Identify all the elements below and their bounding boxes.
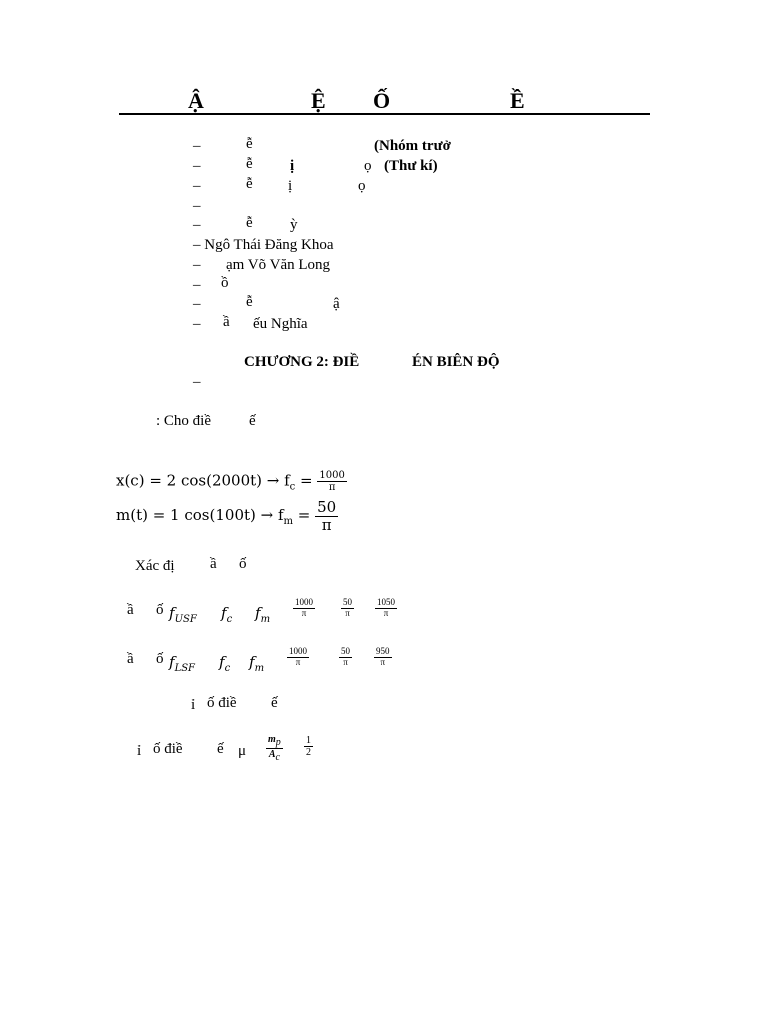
- fraction-numerator: 50: [343, 597, 352, 607]
- fraction-denominator: π: [328, 482, 336, 493]
- carrier-frequency-fraction: [317, 470, 346, 493]
- member-dash: –: [193, 198, 201, 214]
- member-name: ạm Võ Văn Long: [226, 257, 331, 273]
- f-symbol: f: [219, 653, 225, 671]
- fc-subscript: c: [226, 614, 233, 625]
- member-fragment: ỳ: [290, 217, 298, 233]
- member-fragment: ị: [288, 178, 293, 194]
- message-equation-lhs: m(t) = 1 cos(100t) → f: [116, 506, 284, 524]
- fraction-denominator: π: [383, 607, 389, 618]
- f-symbol: f: [169, 604, 175, 622]
- fraction-numerator: 1000: [319, 470, 345, 481]
- member-fragment: ễ: [246, 215, 253, 231]
- member-fragment: ậ: [333, 296, 340, 312]
- title-fragment-3: Ố: [373, 88, 391, 113]
- lsf-fraction-carrier: [287, 647, 309, 668]
- section-dash: –: [193, 374, 201, 390]
- fraction-numerator: 1000: [295, 597, 313, 607]
- title-fragment-2: Ệ: [311, 88, 326, 113]
- member-dash: –: [193, 316, 201, 332]
- fraction-denominator: π: [301, 607, 307, 618]
- member-fragment: ễ: [246, 176, 253, 192]
- modulation-text: ố điề: [153, 741, 183, 757]
- intro-fragment: ế: [249, 413, 256, 429]
- lsf-symbol: [169, 653, 195, 674]
- fc-symbol: [221, 604, 232, 625]
- f-symbol: f: [221, 604, 227, 622]
- fm-subscript: m: [260, 614, 271, 625]
- carrier-equation-lhs: x(c) = 2 cos(2000t) → f: [116, 471, 290, 490]
- carrier-subscript: c: [289, 481, 296, 493]
- fc-symbol: [219, 653, 230, 674]
- modulation-heading-fragment: ỉ: [191, 697, 196, 713]
- determine-fragment: ố: [239, 556, 247, 572]
- member-role: (Nhóm trưở: [374, 138, 451, 154]
- title-fragment-4: Ề: [510, 88, 525, 113]
- fraction-denominator: 2: [306, 747, 311, 758]
- member-fragment: ễ: [246, 156, 253, 172]
- member-dash: –: [193, 257, 201, 273]
- c-subscript: c: [275, 752, 280, 763]
- carrier-equation: [116, 470, 347, 493]
- lsf-fraction-result: [374, 647, 392, 668]
- usf-subscript: USF: [174, 614, 197, 625]
- member-role: (Thư kí): [384, 158, 438, 174]
- member-fragment: ễ: [246, 136, 253, 152]
- fraction-denominator: [269, 749, 280, 763]
- fraction-numerator: 1050: [377, 597, 395, 607]
- a-symbol: A: [268, 749, 276, 760]
- lsf-fragment: ố: [156, 651, 164, 667]
- modulation-fragment: ế: [217, 741, 224, 757]
- fraction-denominator: π: [345, 607, 350, 618]
- equals-sign: =: [295, 471, 318, 490]
- message-subscript: m: [283, 516, 294, 527]
- member-dash: –: [193, 296, 201, 312]
- member-dash: –: [193, 217, 201, 233]
- title-fragment-1: Ậ: [188, 88, 204, 113]
- member-dash: –: [193, 158, 201, 174]
- fm-symbol: [249, 653, 264, 674]
- p-subscript: p: [275, 737, 281, 748]
- member-name: ếu Nghĩa: [253, 316, 308, 332]
- lsf-fraction-message: [339, 647, 352, 668]
- fraction-denominator: π: [380, 656, 386, 667]
- fraction-denominator: π: [295, 656, 301, 667]
- fraction-denominator: π: [321, 515, 332, 534]
- member-fragment: ọ: [364, 158, 372, 174]
- modulation-heading-text: ố điề: [207, 695, 237, 711]
- f-symbol: f: [255, 604, 261, 622]
- modulation-result-fraction: [304, 735, 313, 758]
- usf-symbol: [169, 604, 197, 625]
- message-equation: [116, 499, 338, 533]
- member-dash: –: [193, 277, 201, 293]
- f-symbol: f: [169, 653, 175, 671]
- fm-symbol: [255, 604, 270, 625]
- usf-fraction-carrier: [293, 598, 315, 619]
- fraction-denominator: π: [343, 656, 348, 667]
- fraction-numerator: 50: [317, 498, 337, 516]
- equals-sign: =: [293, 506, 316, 524]
- determine-text: Xác đị: [135, 558, 175, 574]
- member-dash: –: [193, 138, 201, 154]
- mu-symbol: μ: [238, 743, 247, 759]
- m-symbol: m: [268, 734, 276, 745]
- member-fragment: ầ: [223, 314, 230, 330]
- modulation-ratio-fraction: [266, 734, 283, 763]
- chapter-heading-right: ÉN BIÊN ĐỘ: [412, 354, 500, 370]
- fc-subscript: c: [224, 663, 231, 674]
- modulation-fragment: ỉ: [137, 743, 142, 759]
- member-dash: –: [193, 178, 201, 194]
- fraction-numerator: 1: [306, 735, 311, 746]
- member-fragment: ị: [290, 158, 295, 174]
- member-fragment: ễ: [246, 294, 253, 310]
- usf-fraction-result: [375, 598, 397, 619]
- fraction-numerator: [266, 734, 283, 749]
- usf-fragment: ầ: [127, 602, 134, 618]
- chapter-heading-left: CHƯƠNG 2: ĐIỀ: [244, 354, 360, 370]
- message-frequency-fraction: [315, 499, 338, 533]
- member-fragment: ồ: [221, 275, 229, 291]
- determine-fragment: ầ: [210, 556, 217, 572]
- lsf-subscript: LSF: [174, 663, 195, 674]
- fraction-numerator: 50: [341, 646, 350, 656]
- f-symbol: f: [249, 653, 255, 671]
- fraction-numerator: 950: [376, 646, 390, 656]
- title-underline: [119, 113, 650, 115]
- modulation-heading-fragment: ế: [271, 695, 278, 711]
- usf-fraction-message: [341, 598, 354, 619]
- intro-text: : Cho điề: [156, 413, 211, 429]
- usf-fragment: ố: [156, 602, 164, 618]
- fraction-numerator: 1000: [289, 646, 307, 656]
- member-fragment: ọ: [358, 178, 366, 194]
- lsf-fragment: ầ: [127, 651, 134, 667]
- member-name: – Ngô Thái Đăng Khoa: [193, 237, 334, 253]
- fm-subscript: m: [254, 663, 265, 674]
